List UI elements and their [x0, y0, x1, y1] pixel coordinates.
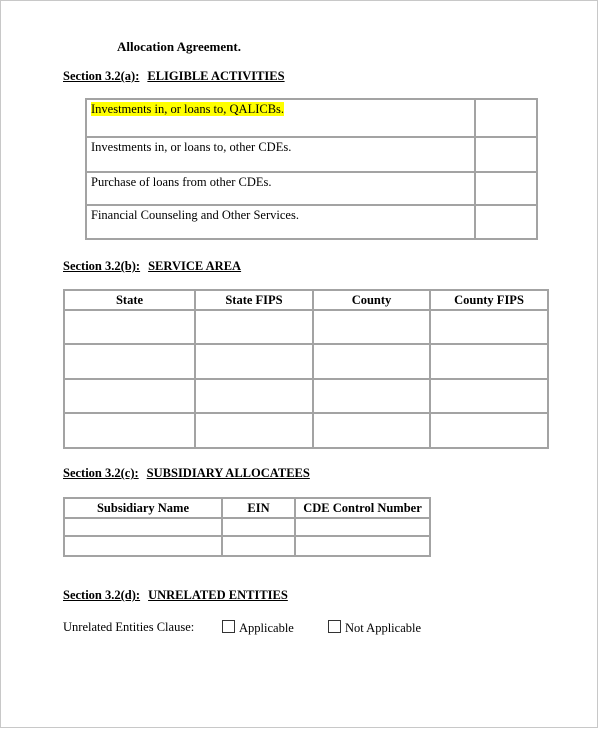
table-cell[interactable]: [313, 379, 430, 413]
document-title: Allocation Agreement.: [117, 39, 241, 54]
column-header-state: State: [64, 290, 195, 310]
table-cell[interactable]: [195, 379, 313, 413]
activity-checkbox-cell[interactable]: [475, 172, 537, 205]
applicable-label: Applicable: [239, 621, 294, 635]
table-cell[interactable]: [64, 379, 195, 413]
table-header-row: [64, 498, 430, 518]
table-row: [64, 344, 548, 379]
table-row: [64, 413, 548, 448]
table-cell[interactable]: [64, 413, 195, 448]
applicable-option[interactable]: [222, 620, 294, 636]
eligible-activities-table: [85, 98, 538, 240]
table-row: [86, 99, 537, 137]
column-header-cde-control-number: CDE Control Number: [295, 498, 430, 518]
activity-checkbox-cell[interactable]: [475, 99, 537, 137]
column-header-ein: EIN: [222, 498, 295, 518]
section-heading-a: [63, 69, 285, 84]
column-header-state-fips: State FIPS: [195, 290, 313, 310]
section-number: Section 3.2(c):: [63, 466, 139, 480]
section-name: SUBSIDIARY ALLOCATEES: [146, 466, 310, 480]
applicable-checkbox[interactable]: [222, 620, 235, 633]
table-cell[interactable]: [64, 518, 222, 536]
table-cell[interactable]: [313, 310, 430, 344]
section-name: SERVICE AREA: [148, 259, 242, 273]
table-row: [86, 137, 537, 172]
table-cell[interactable]: [430, 379, 548, 413]
section-name: UNRELATED ENTITIES: [148, 588, 288, 602]
table-row: [64, 310, 548, 344]
table-cell[interactable]: [64, 536, 222, 556]
activity-cell: Investments in, or loans to, other CDEs.: [86, 137, 475, 172]
subsidiary-allocatees-table: [63, 497, 431, 557]
table-row: [64, 379, 548, 413]
table-cell[interactable]: [313, 413, 430, 448]
table-cell[interactable]: [222, 536, 295, 556]
activity-checkbox-cell[interactable]: [475, 205, 537, 239]
table-cell[interactable]: [64, 344, 195, 379]
table-cell[interactable]: [195, 310, 313, 344]
section-heading-d: [63, 588, 288, 603]
table-row: [64, 536, 430, 556]
activity-cell: [86, 99, 475, 137]
column-header-county: County: [313, 290, 430, 310]
table-cell[interactable]: [313, 344, 430, 379]
not-applicable-option[interactable]: [328, 620, 421, 636]
column-header-county-fips: County FIPS: [430, 290, 548, 310]
section-number: Section 3.2(d):: [63, 588, 141, 602]
section-name: ELIGIBLE ACTIVITIES: [147, 69, 285, 83]
table-row: [86, 172, 537, 205]
table-cell[interactable]: [430, 413, 548, 448]
section-heading-c: [63, 466, 310, 481]
table-cell[interactable]: [295, 518, 430, 536]
table-header-row: [64, 290, 548, 310]
table-cell[interactable]: [222, 518, 295, 536]
table-cell[interactable]: [64, 310, 195, 344]
section-number: Section 3.2(a):: [63, 69, 140, 83]
not-applicable-checkbox[interactable]: [328, 620, 341, 633]
section-heading-b: [63, 259, 241, 274]
table-row: [64, 518, 430, 536]
activity-cell: Purchase of loans from other CDEs.: [86, 172, 475, 205]
activity-cell: Financial Counseling and Other Services.: [86, 205, 475, 239]
section-number: Section 3.2(b):: [63, 259, 141, 273]
service-area-table: [63, 289, 549, 449]
table-cell[interactable]: [295, 536, 430, 556]
table-cell[interactable]: [430, 310, 548, 344]
table-row: [86, 205, 537, 239]
table-cell[interactable]: [430, 344, 548, 379]
unrelated-entities-clause-label: Unrelated Entities Clause:: [63, 620, 195, 634]
activity-checkbox-cell[interactable]: [475, 137, 537, 172]
activity-label-highlighted: Investments in, or loans to, QALICBs.: [91, 102, 285, 116]
column-header-subsidiary-name: Subsidiary Name: [64, 498, 222, 518]
table-cell[interactable]: [195, 413, 313, 448]
table-cell[interactable]: [195, 344, 313, 379]
not-applicable-label: Not Applicable: [345, 621, 422, 635]
